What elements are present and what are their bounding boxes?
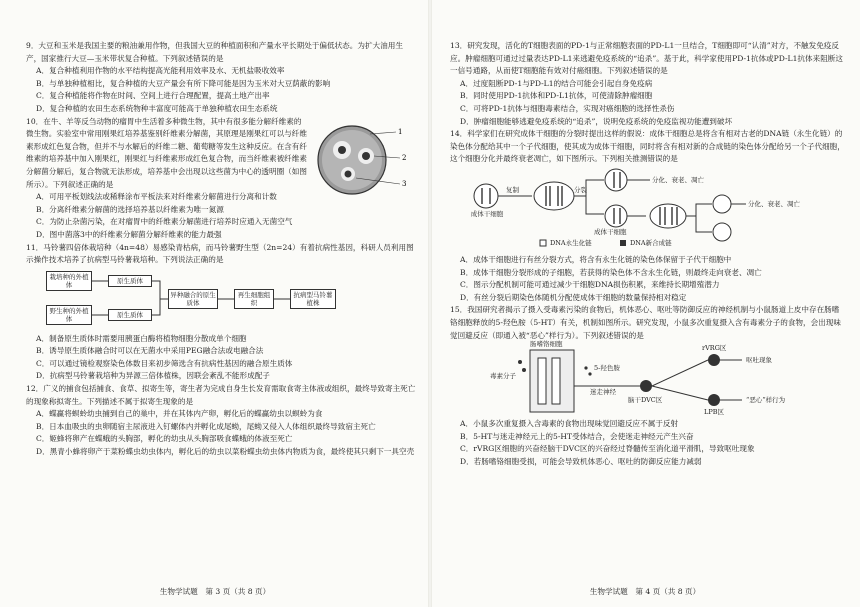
option-c: C．图示分配机制可能可通过减少干细胞DNA损伤积累，来维持长期增殖潜力 [460,280,720,290]
legend-immortal: DNA永生化链 [550,238,592,247]
label-dvc: 脑干DVC区 [628,396,663,405]
option-b: B．诱导原生质体融合时可以在无菌水中采用PEG融合法或电融合法 [36,346,264,356]
flow-box-cultivar-explant: 栽培种的外植体 [46,271,92,291]
option-b: B．5-HT与迷走神经元上的5-HT受体结合，会使迷走神经元产生兴奋 [460,431,694,441]
label-stem-cell: 成体干细胞 [594,227,627,236]
option-b: B．与单独种植相比，复合种植的大豆产量会有所下降可能是因为玉米对大豆荫蔽的影响 [36,78,331,88]
legend-new: DNA新合成链 [630,238,672,247]
flow-box-wild-explant: 野生种的外植体 [46,305,92,325]
option-b: B．同时使用PD-1抗体和PD-L1抗体，可使清除肿瘤细胞 [460,91,653,101]
label-adult-stem: 成体干细胞 [470,209,504,218]
page-4 [430,0,860,607]
option-a: A．复合种植利用作物的水平结构提高光能利用效率及水、无机盐吸收效率 [36,66,285,76]
question-stem: 13．研究发现，活化的T细胞表面的PD-1与正常细胞表面的PD-L1一旦结合，T细胞即可“认清”对方，不触发免疫反应。肿瘤细胞可通过过量表达PD-L1来逃避免疫系统的“追杀”。基于此，科学家使用PD-1抗体或PD-L1抗体来阻断这一信号通路，从而使T细胞能有效对付癌细胞。下列叙述错误的是 [450,41,843,76]
label-lpb: LPB区 [704,408,724,417]
option-a: A．蝶赢将螟蛉幼虫捕到自己的巢中，并在其体内产卵，孵化后的蝶赢幼虫以螟蛉为食 [36,409,323,419]
neural-pathway-figure [490,342,846,418]
option-d: D．肿瘤细胞能够逃避免疫系统的“追杀”，说明免疫系统的免疫监视功能遭到破坏 [460,116,733,126]
option-b: B．分离纤维素分解菌的选择培养基以纤维素为唯一氮源 [36,204,224,214]
fig-label-3: 3 [402,179,407,188]
option-b: B．成体干细胞分裂形成的子细胞，若获得的染色体不含永生化链，则最终走向衰老、凋亡 [460,267,762,277]
label-toxin: 毒素分子 [490,372,516,381]
question-10 [26,116,418,242]
option-d: D．若肠嗜铬细胞受损，可能会导致机体恶心、呕吐的防御反应能力减弱 [460,456,702,466]
question-stem: 9．大豆和玉米是我国主要的粮油兼用作物，但我国大豆的种植面积和产量水平长期处于偏低状态。为扩大油用生产，国家推行大豆—玉米带状复合种植。下列叙述错误的是 [26,41,403,63]
flow-box-protoplast-1: 原生质体 [108,275,152,287]
flow-box-fused: 异种融合的原生质体 [168,289,218,309]
petri-dish-figure [312,122,412,200]
question-12 [26,383,418,459]
flow-arrows [46,269,346,331]
question-stem: 15．我国研究者揭示了摄入受毒素污染的食物后，机体恶心、呕吐等防御反应的神经机制与小鼠肠道上皮中存在肠嗜铬细胞释放的5-羟色胺（5-HT）有关，机制如图所示。研究发现，小鼠多次重复摄入含有毒素分子的食物，会出现味觉回避反应（即通入被“恶心”样行为）。下列叙述错误的是 [450,305,841,340]
option-a: A．成体干细胞进行有丝分裂方式，将含有永生化链的染色体保留于子代干细胞中 [460,254,732,264]
flow-box-regenerated: 再生细胞组织 [234,289,274,309]
option-c: C．姬蜂将卵产在蝶蛾的头胸部，孵化的幼虫从头胸部吸食蝶蛾的体液至死亡 [36,434,293,444]
fusion-flowchart [46,269,418,331]
option-d: D．图中菌落3中的纤维素分解菌分解纤维素的能力最强 [36,229,222,239]
option-c: C．复合种植能将作物在时间、空间上进行合理配置，提高土地产出率 [36,91,270,101]
option-a: A．小鼠多次重复摄入含毒素的食物出现味觉回避反应不属于反射 [460,419,679,429]
option-a: A．制备原生质体时需要用胰蛋白酶将植物细胞分散成单个细胞 [36,333,247,343]
option-c: C．可将PD-1抗体与细胞毒素结合，实现对癌细胞的选择性杀伤 [460,103,675,113]
label-nausea: “恶心”样行为 [746,396,786,405]
option-c: C．rVRG区细胞的兴奋经脑干DVC区的兴奋经过脊髓传至消化道平滑肌，导致呕吐现象 [460,444,755,454]
option-d: D．抗病型马铃薯栽培种为异源三倍体植株，因联会紊乱不能形成配子 [36,371,270,381]
stem-cell-division-figure [470,166,846,254]
fig-label-1: 1 [398,127,403,136]
question-stem: 11．马铃薯四倍体栽培种（4n=48）易感染青枯病，而马铃薯野生型（2n=24）有着抗病性基因，科研人员利用图示操作技术培养了抗病型马铃薯栽培种。下列说法正确的是 [26,242,414,265]
label-5ht: 5-羟色胺 [594,364,620,373]
fig-label-2: 2 [402,153,407,162]
label-ec-cell: 肠嗜铬细胞 [530,340,563,349]
flow-box-protoplast-2: 原生质体 [108,309,152,321]
label-copy: 复制 [506,185,519,194]
label-vagus: 迷走神经 [590,388,616,397]
option-a: A．可用平板划线法或稀释涂布平板法来对纤维素分解菌进行分离和计数 [36,192,277,202]
option-d: D．复合种植的农田生态系统物种丰富度可能高于单独种植农田生态系统 [36,103,278,113]
option-b: B．日本血吸虫的虫卵随宿主尿液进入钉螺体内并孵化成尾蚴，尾蚴又侵入人体组织最终导致宿主死亡 [36,421,376,431]
option-c: C．可以通过镜检观察染色体数目来初步筛选含有抗病性基因的融合原生质体 [36,358,293,368]
option-a: A．过度阻断PD-1与PD-L1的结合可能会引起自身免疫病 [460,78,653,88]
page-footer: 生物学试题 第 4 页（共 8 页） [589,587,701,597]
label-diff-1: 分化、衰老、凋亡 [652,175,704,184]
option-d: D．黑青小蜂将卵产于菜粉蝶虫幼虫体内，孵化后的幼虫以菜粉蝶虫幼虫体内物质为食，最终使其只剩下一具空壳 [36,447,415,457]
question-14 [450,128,846,304]
question-13 [450,40,846,128]
flow-box-resistant-plant: 抗病型马铃薯植株 [290,289,336,309]
question-11 [26,242,418,384]
pathway-diagram [490,342,810,418]
question-stem: 14．科学家们在研究成体干细胞的分裂时提出这样的假说：成体干细胞总是将含有相对古老的DNA链（永生化链）的染色体分配给其中一个子代细胞，使其成为成体干细胞，同时将含有相对新的合成链的染色体分配给另一个子代细胞，这个细胞分化并最终衰老凋亡，如下图所示。下列相关推测错误的是 [450,129,845,164]
option-d: D．有丝分裂后期染色体随机分配使成体干细胞的数量保持相对稳定 [460,292,687,302]
label-vomit: 呕吐现象 [746,356,772,365]
label-diff-2: 分化、衰老、凋亡 [748,199,800,208]
page-footer: 生物学试题 第 3 页（共 8 页） [159,587,271,597]
label-rvrg: rVRG区 [702,344,727,353]
question-15 [450,304,846,468]
question-stem: 10．在牛、羊等反刍动物的瘤胃中生活着多种微生物，其中有很多能分解纤维素的微生物。实验室中常用刚果红培养基鉴别纤维素分解菌，其原理是刚果红可以与纤维素形成红色复合物，但并不与水解后的纤维二糖、葡萄糖等发生这种反应。在含有纤维素的培养基中加入刚果红，刚果红与纤维素形成红色复合物，而当纤维素被纤维素分解菌分解后，复合物就无法形成，培养基中会出现以这些菌为中心的透明圈（如图所示）。下列叙述正确的是 [26,116,307,189]
question-stem: 12．广义的捕食包括捕食、食草、拟寄生等，寄生者为完成自身生长发育需取食寄主体液或组织，最终导致寄主死亡的现象称拟寄生。下列描述不属于拟寄生现象的是 [26,384,416,406]
question-9 [26,40,418,116]
option-c: C．为防止杂菌污染，在对瘤胃中的纤维素分解菌进行培养时应通入无菌空气 [36,217,293,227]
label-split: 分裂 [574,185,587,194]
